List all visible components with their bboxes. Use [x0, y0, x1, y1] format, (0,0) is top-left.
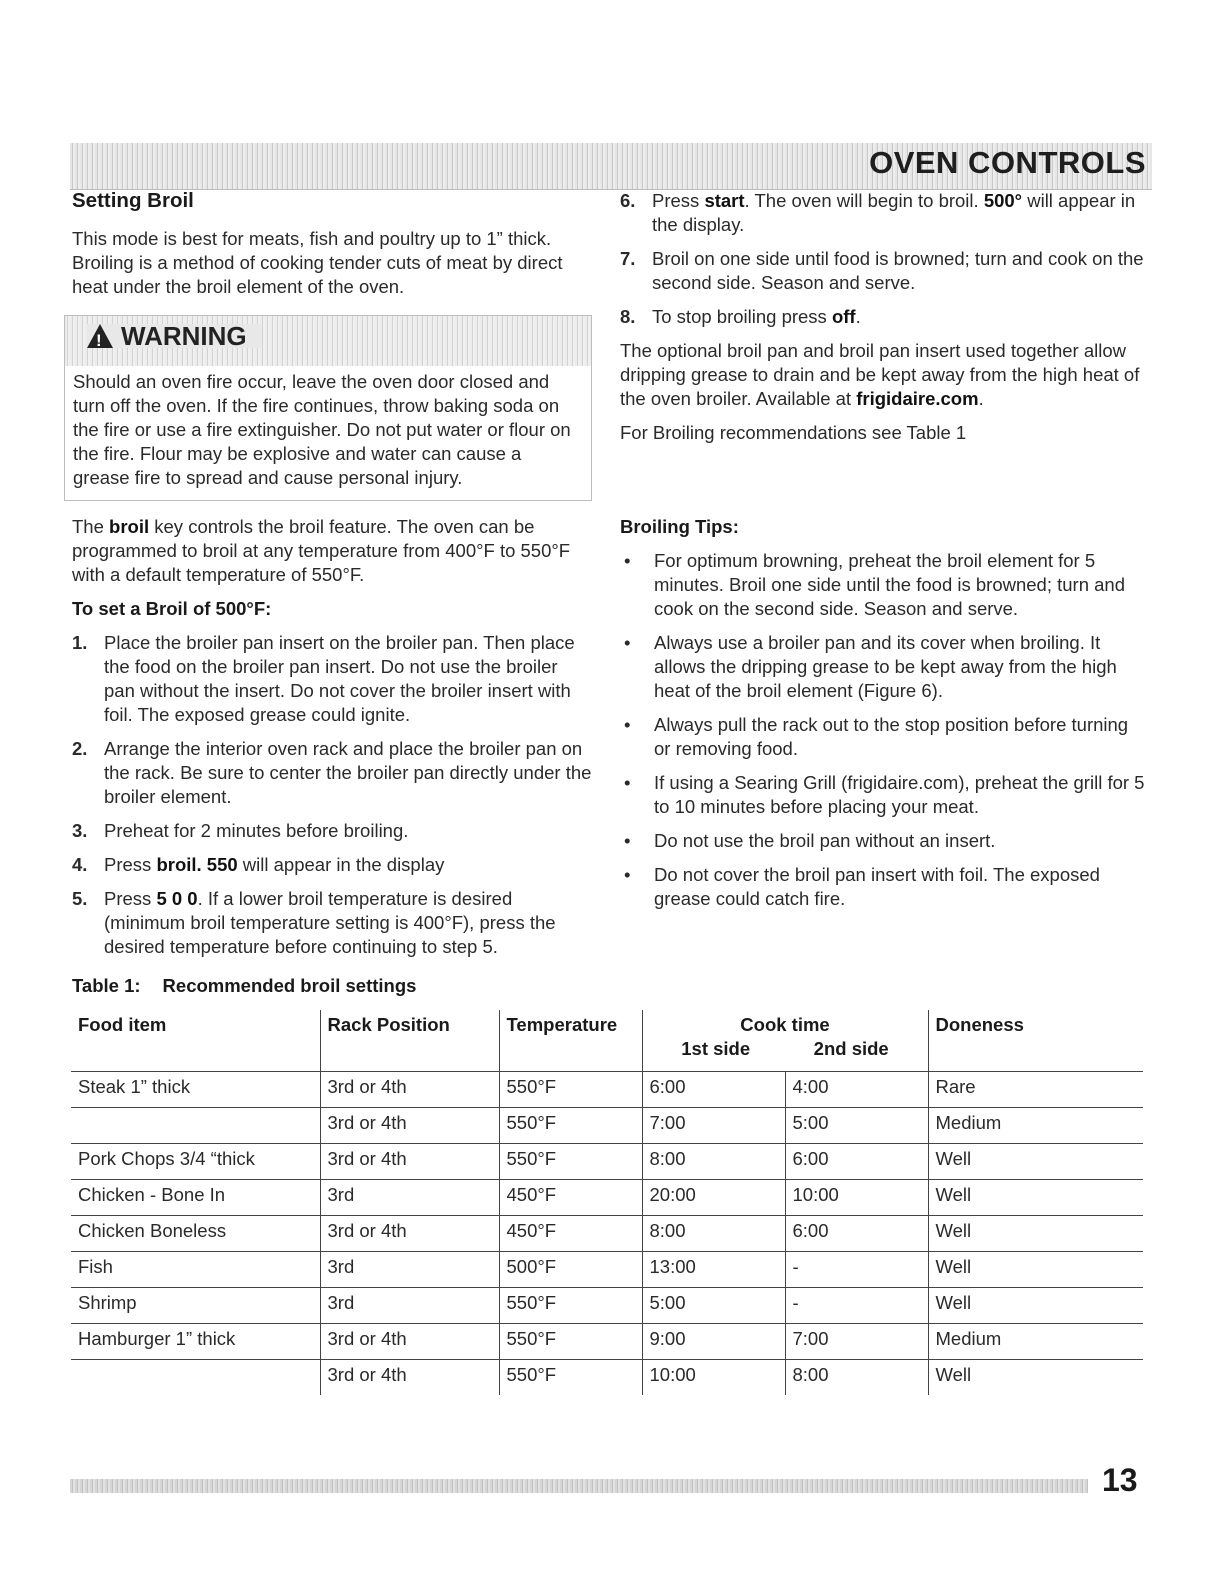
- header-food-item: Food item: [71, 1010, 320, 1072]
- cell-food-item: [71, 1360, 320, 1396]
- frigidaire-link-text: frigidaire.com: [856, 388, 979, 409]
- cell-temperature: 550°F: [499, 1360, 642, 1396]
- table-row: [71, 1072, 1143, 1108]
- broiling-tips-heading: Broiling Tips:: [620, 516, 739, 537]
- bullet-icon: •: [624, 632, 631, 653]
- broil-settings-table: [71, 1010, 1143, 1395]
- cell-food-item: Chicken Boneless: [71, 1216, 320, 1252]
- step-item: [72, 819, 592, 843]
- step-text: Press: [104, 888, 157, 909]
- tip-item: [620, 549, 1145, 621]
- step-number: 7.: [620, 248, 636, 269]
- step-text: . If a lower broil temperature is desired (minimum broil temperature setting is 400°F), press the desired temperature before continuing to step 5.: [104, 888, 556, 957]
- step-text: Press: [652, 190, 705, 211]
- cell-food-item: Shrimp: [71, 1288, 320, 1324]
- intro-paragraph: This mode is best for meats, fish and poultry up to 1” thick. Broiling is a method of cooking tender cuts of meat by direct heat under the broil element of the oven.: [72, 228, 563, 297]
- cell-first-side: 10:00: [642, 1360, 785, 1396]
- warning-box: [64, 315, 592, 501]
- step-text: To stop broiling press: [652, 306, 832, 327]
- bullet-icon: •: [624, 864, 631, 885]
- cell-doneness: Well: [928, 1216, 1143, 1252]
- step-number: 5.: [72, 888, 88, 909]
- cell-rack-position: 3rd or 4th: [320, 1144, 499, 1180]
- table-caption-title: Recommended broil settings: [162, 975, 417, 996]
- step-number: 3.: [72, 820, 88, 841]
- tip-item: [620, 829, 1145, 853]
- warning-label-text: WARNING: [121, 321, 247, 351]
- step-item: [620, 305, 1145, 329]
- cell-doneness: Well: [928, 1252, 1143, 1288]
- cell-temperature: 550°F: [499, 1324, 642, 1360]
- step-key-term: 500°: [983, 190, 1023, 211]
- cell-temperature: 450°F: [499, 1216, 642, 1252]
- cell-food-item: Fish: [71, 1252, 320, 1288]
- step-text: Place the broiler pan insert on the broiler pan. Then place the food on the broiler pan insert. Do not use the broiler pan without the insert. Do not cover the broiler insert with foil. The exposed grease could ignite.: [104, 632, 575, 725]
- step-number: 8.: [620, 306, 636, 327]
- step-text: Arrange the interior oven rack and place the broiler pan on the rack. Be sure to center the broiler pan directly under the broiler element.: [104, 738, 592, 807]
- set-broil-subheading: To set a Broil of 500°F:: [72, 598, 272, 619]
- cell-second-side: 8:00: [785, 1360, 928, 1396]
- bullet-icon: •: [624, 772, 631, 793]
- broil-key-term: broil: [109, 516, 150, 537]
- cell-doneness: Well: [928, 1288, 1143, 1324]
- cell-food-item: Steak 1” thick: [71, 1072, 320, 1108]
- table-row: [71, 1360, 1143, 1396]
- cell-second-side: 5:00: [785, 1108, 928, 1144]
- right-column: [620, 189, 1145, 921]
- cell-temperature: 550°F: [499, 1288, 642, 1324]
- step-item: [72, 631, 592, 727]
- step-text: Broil on one side until food is browned; turn and cook on the second side. Season and serve.: [652, 248, 1144, 293]
- step-number: 1.: [72, 632, 88, 653]
- tip-text: Do not cover the broil pan insert with foil. The exposed grease could catch fire.: [654, 864, 1100, 909]
- step-text: will appear in the display.: [652, 190, 1136, 235]
- table-row: [71, 1144, 1143, 1180]
- broil-para-pre: The: [72, 516, 110, 537]
- step-text: Preheat for 2 minutes before broiling.: [104, 820, 409, 841]
- step-item: [72, 853, 592, 877]
- cell-temperature: 500°F: [499, 1252, 642, 1288]
- cell-first-side: 7:00: [642, 1108, 785, 1144]
- cell-rack-position: 3rd: [320, 1288, 499, 1324]
- cell-first-side: 8:00: [642, 1216, 785, 1252]
- cook-time-label: Cook time: [740, 1014, 830, 1035]
- cell-second-side: -: [785, 1288, 928, 1324]
- table-row: [71, 1288, 1143, 1324]
- step-key-term: start: [704, 190, 745, 211]
- page-number: 13: [1102, 1462, 1138, 1498]
- tip-item: [620, 713, 1145, 761]
- table-body: [71, 1072, 1143, 1396]
- table-header-row: [71, 1010, 1143, 1072]
- tip-item: [620, 863, 1145, 911]
- cook-time-subheaders: [650, 1038, 921, 1060]
- optional-para-text: The optional broil pan and broil pan insert used together allow dripping grease to drain and be kept away from the high heat of the oven broiler. Available at: [620, 340, 1140, 409]
- cell-rack-position: 3rd or 4th: [320, 1072, 499, 1108]
- step-text: Press: [104, 854, 157, 875]
- cell-first-side: 8:00: [642, 1144, 785, 1180]
- cell-first-side: 20:00: [642, 1180, 785, 1216]
- header-temperature: Temperature: [499, 1010, 642, 1072]
- cell-rack-position: 3rd: [320, 1180, 499, 1216]
- tip-item: [620, 771, 1145, 819]
- broiling-tips-list: [620, 549, 1145, 911]
- cell-second-side: 6:00: [785, 1144, 928, 1180]
- step-number: 4.: [72, 854, 88, 875]
- cell-second-side: 10:00: [785, 1180, 928, 1216]
- table-row: [71, 1324, 1143, 1360]
- cell-first-side: 9:00: [642, 1324, 785, 1360]
- cell-doneness: Rare: [928, 1072, 1143, 1108]
- tip-text: Do not use the broil pan without an insert.: [654, 830, 996, 851]
- table-row: [71, 1216, 1143, 1252]
- tip-text: Always use a broiler pan and its cover when broiling. It allows the dripping grease to be kept away from the high heat of the broil element (Figure 6).: [654, 632, 1117, 701]
- optional-pan-paragraph: [620, 339, 1145, 411]
- section-title: OVEN CONTROLS: [869, 145, 1146, 180]
- section-banner: [70, 143, 1152, 190]
- header-second-side: 2nd side: [813, 1038, 889, 1059]
- header-cook-time: [642, 1010, 928, 1072]
- cell-second-side: 7:00: [785, 1324, 928, 1360]
- footer-bar: [70, 1479, 1088, 1493]
- cell-second-side: 4:00: [785, 1072, 928, 1108]
- left-column: [72, 189, 592, 969]
- tip-text: For optimum browning, preheat the broil element for 5 minutes. Broil one side until the food is browned; turn and cook on the second side. Season and serve.: [654, 550, 1126, 619]
- cell-second-side: -: [785, 1252, 928, 1288]
- cell-rack-position: 3rd or 4th: [320, 1360, 499, 1396]
- cell-first-side: 5:00: [642, 1288, 785, 1324]
- broil-steps-list: [72, 631, 592, 959]
- cell-doneness: Medium: [928, 1324, 1143, 1360]
- step-number: 6.: [620, 190, 636, 211]
- cell-first-side: 6:00: [642, 1072, 785, 1108]
- bullet-icon: •: [624, 714, 631, 735]
- step-item: [620, 247, 1145, 295]
- step-text: will appear in the display: [237, 854, 445, 875]
- cell-doneness: Well: [928, 1360, 1143, 1396]
- setting-broil-heading: Setting Broil: [72, 189, 194, 212]
- cell-temperature: 550°F: [499, 1108, 642, 1144]
- cell-rack-position: 3rd or 4th: [320, 1324, 499, 1360]
- broil-steps-continued: [620, 189, 1145, 329]
- cell-doneness: Well: [928, 1180, 1143, 1216]
- cell-doneness: Medium: [928, 1108, 1143, 1144]
- broil-para-post: key controls the broil feature. The oven can be programmed to broil at any temperature from 400°F to 550°F with a default temperature of 550°F.: [72, 516, 571, 585]
- cell-food-item: Hamburger 1” thick: [71, 1324, 320, 1360]
- step-key-term: off: [831, 306, 856, 327]
- cell-temperature: 450°F: [499, 1180, 642, 1216]
- broil-key-paragraph: [72, 515, 592, 587]
- tip-text: Always pull the rack out to the stop position before turning or removing food.: [654, 714, 1129, 759]
- recommendation-paragraph: For Broiling recommendations see Table 1: [620, 422, 967, 443]
- tip-item: [620, 631, 1145, 703]
- warning-label: [87, 321, 261, 351]
- table-row: [71, 1180, 1143, 1216]
- cell-rack-position: 3rd: [320, 1252, 499, 1288]
- bullet-icon: •: [624, 830, 631, 851]
- step-number: 2.: [72, 738, 88, 759]
- step-key-term: broil. 550: [156, 854, 238, 875]
- step-item: [620, 189, 1145, 237]
- cell-second-side: 6:00: [785, 1216, 928, 1252]
- step-item: [72, 887, 592, 959]
- optional-para-text: .: [978, 388, 984, 409]
- cell-temperature: 550°F: [499, 1072, 642, 1108]
- tip-text: If using a Searing Grill (frigidaire.com), preheat the grill for 5 to 10 minutes before placing your meat.: [654, 772, 1145, 817]
- header-doneness: Doneness: [928, 1010, 1143, 1072]
- warning-text: Should an oven fire occur, leave the oven door closed and turn off the oven. If the fire continues, throw baking soda on the fire or use a fire extinguisher. Do not put water or flour on the fire. Flour may be explosive and water can cause a grease fire to spread and cause personal injury.: [73, 371, 571, 488]
- step-text: . The oven will begin to broil.: [744, 190, 984, 211]
- step-item: [72, 737, 592, 809]
- table-caption-label: Table 1:: [72, 975, 141, 996]
- table-caption: [72, 975, 416, 997]
- warning-header: [65, 316, 591, 366]
- header-first-side: 1st side: [681, 1038, 751, 1059]
- cell-temperature: 550°F: [499, 1144, 642, 1180]
- cell-food-item: [71, 1108, 320, 1144]
- cell-food-item: Pork Chops 3/4 “thick: [71, 1144, 320, 1180]
- cell-rack-position: 3rd or 4th: [320, 1108, 499, 1144]
- cell-first-side: 13:00: [642, 1252, 785, 1288]
- warning-triangle-icon: [87, 324, 113, 348]
- table-row: [71, 1252, 1143, 1288]
- cell-food-item: Chicken - Bone In: [71, 1180, 320, 1216]
- step-text: .: [855, 306, 861, 327]
- cell-doneness: Well: [928, 1144, 1143, 1180]
- step-key-term: 5 0 0: [156, 888, 198, 909]
- header-rack-position: Rack Position: [320, 1010, 499, 1072]
- bullet-icon: •: [624, 550, 631, 571]
- table-row: [71, 1108, 1143, 1144]
- cell-rack-position: 3rd or 4th: [320, 1216, 499, 1252]
